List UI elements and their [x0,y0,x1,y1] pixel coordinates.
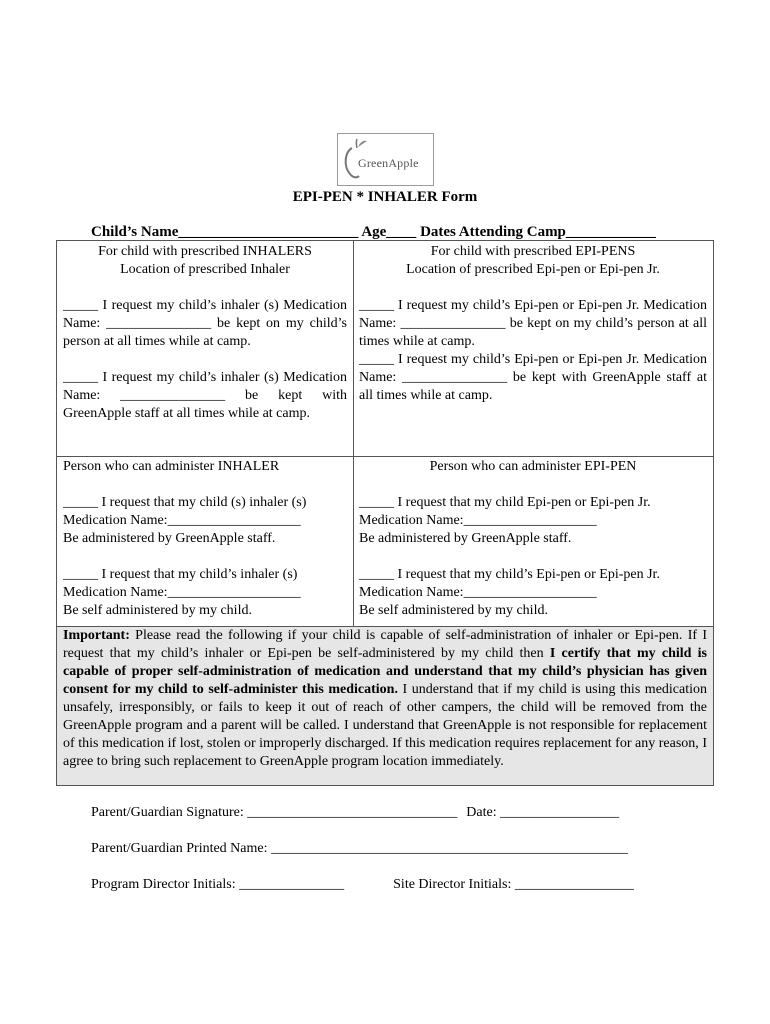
program-director-initials-field[interactable]: Program Director Initials: _______________ [91,877,345,892]
greenapple-logo [337,133,434,186]
inhaler-administer-section [63,458,347,620]
inhaler-self-request[interactable]: _____ I request that my child’s inhaler (s) [63,567,298,582]
important-label: Important: [63,628,130,643]
inhaler-self-medication-name[interactable]: Medication Name:___________________ [63,585,301,600]
inhaler-kept-with-staff[interactable]: _____ I request my child’s inhaler (s) Medication Name: _______________ be kept with GreenApple staff at all times while at camp. [63,370,347,421]
epipen-staff-administered: Be administered by GreenApple staff. [359,531,572,546]
epipen-administer-heading: Person who can administer EPI-PEN [429,459,637,474]
child-name-field[interactable]: Child’s Name________________________ [91,224,359,240]
date-field[interactable]: Date: _________________ [466,805,620,820]
important-text-intro: Please read the following if your child is capable of self-administration of inhaler or Epi-pen. If I request that my child’s inhaler or Epi-pen be self-administered by my child then [63,628,707,661]
epipen-location-section [359,243,707,405]
inhaler-self-administered: Be self administered by my child. [63,603,252,618]
epipen-self-request[interactable]: _____ I request that my child’s Epi-pen or Epi-pen Jr. [359,567,660,582]
inhaler-kept-on-person[interactable]: _____ I request my child’s inhaler (s) Medication Name: _______________ be kept on my child’s person at all times while at camp. [63,298,347,349]
epipen-kept-with-staff[interactable]: _____ I request my child’s Epi-pen or Epi-pen Jr. Medication Name: _______________ be kept with GreenApple staff at all times while at camp. [359,352,707,403]
logo-text: GreenApple [358,156,419,170]
important-notice [57,627,713,785]
inhaler-staff-administered: Be administered by GreenApple staff. [63,531,276,546]
epipen-administer-section [359,458,707,620]
important-certification: I certify that my child is capable of proper self-administration of medication and understand that my child’s physician has given consent for my child to self-administer this medication. [63,646,707,697]
dates-attending-field[interactable]: Dates Attending Camp____________ [420,224,656,240]
column-divider [353,241,354,626]
epipen-staff-medication-name[interactable]: Medication Name:___________________ [359,513,597,528]
important-text-conditions: I understand that if my child is using this medication unsafely, irresponsibly, or fails to keep it out of reach of other campers, the child will be removed from the GreenApple program and a parent will be called. I understand that GreenApple is not responsible for replacement of this medication if lost, stolen or improperly discharged. If this medication requires replacement for any reason, I agree to bring such replacement to GreenApple program location immediately. [63,682,708,769]
epipen-location-label: Location of prescribed Epi-pen or Epi-pen Jr. [406,262,660,277]
inhaler-administer-heading: Person who can administer INHALER [63,459,280,474]
inhaler-staff-medication-name[interactable]: Medication Name:___________________ [63,513,301,528]
epipen-self-medication-name[interactable]: Medication Name:___________________ [359,585,597,600]
signature-row [91,805,619,821]
medication-table [56,240,714,786]
child-info-line [91,224,656,241]
inhaler-location-label: Location of prescribed Inhaler [120,262,290,277]
epipen-staff-request[interactable]: _____ I request that my child Epi-pen or Epi-pen Jr. [359,495,651,510]
parent-printed-name-field[interactable]: Parent/Guardian Printed Name: ___________________________________________________ [91,841,629,856]
inhaler-location-section [63,243,347,423]
initials-row [91,877,634,893]
age-field[interactable]: Age____ [361,224,417,240]
epipen-kept-on-person[interactable]: _____ I request my child’s Epi-pen or Epi-pen Jr. Medication Name: _______________ be kept on my child’s person at all times while at camp. [359,298,707,349]
printed-name-row [91,841,628,857]
epipen-heading: For child with prescribed EPI-PENS [430,244,636,259]
parent-signature-field[interactable]: Parent/Guardian Signature: ______________________________ [91,805,458,820]
inhaler-heading: For child with prescribed INHALERS [98,244,312,259]
inhaler-staff-request[interactable]: _____ I request that my child (s) inhaler (s) [63,495,307,510]
site-director-initials-field[interactable]: Site Director Initials: _________________ [393,877,634,892]
epipen-self-administered: Be self administered by my child. [359,603,548,618]
row-divider [57,456,713,457]
form-title: EPI-PEN * INHALER Form [292,189,478,205]
